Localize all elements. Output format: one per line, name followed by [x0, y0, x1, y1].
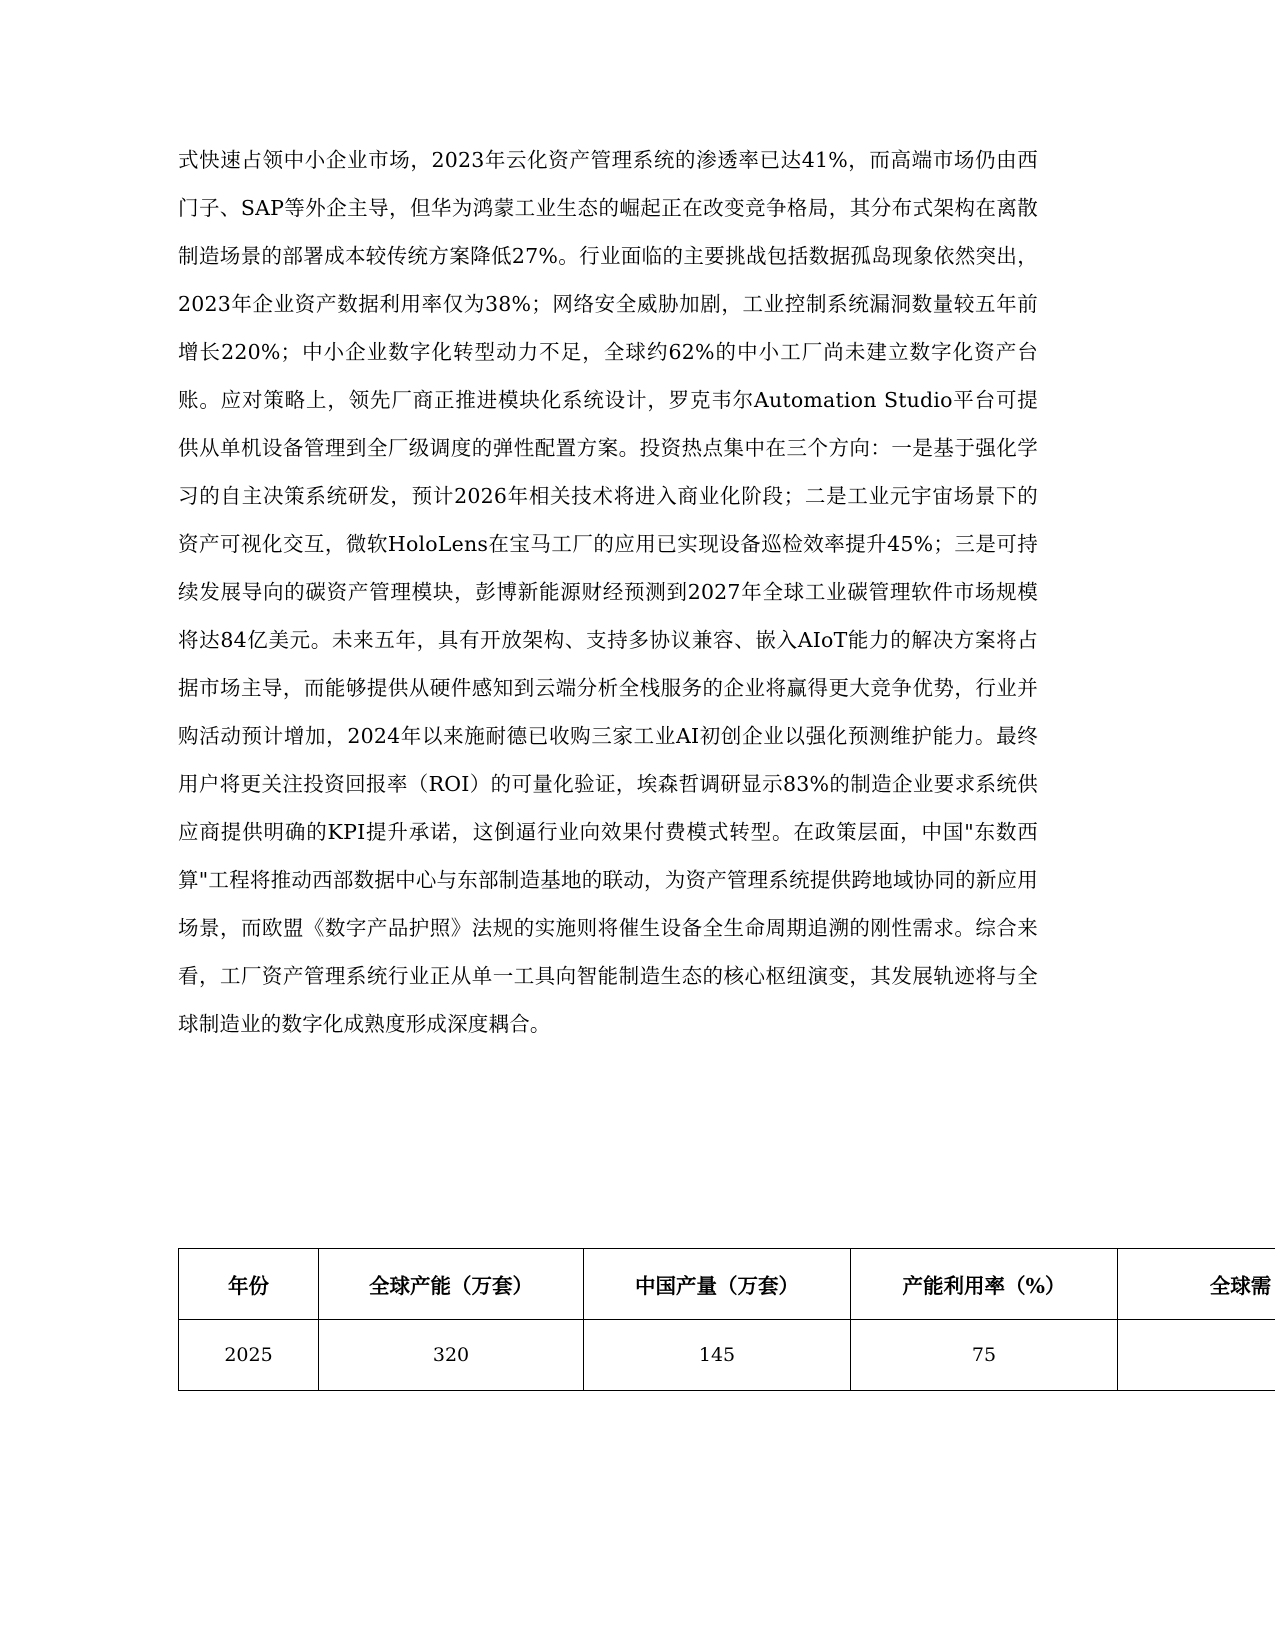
table-row — [179, 1320, 1275, 1391]
cell-global-demand — [1118, 1320, 1275, 1391]
cell-global-capacity: 320 — [319, 1320, 584, 1391]
cell-utilization: 75 — [851, 1320, 1118, 1391]
header-utilization: 产能利用率（%） — [851, 1249, 1118, 1320]
header-year: 年份 — [179, 1249, 319, 1320]
cell-year: 2025 — [179, 1320, 319, 1391]
cell-china-output: 145 — [584, 1320, 851, 1391]
header-global-capacity: 全球产能（万套） — [319, 1249, 584, 1320]
table-header-row — [179, 1249, 1275, 1320]
capacity-table — [178, 1248, 1275, 1391]
main-paragraph: 式快速占领中小企业市场，2023年云化资产管理系统的渗透率已达41%，而高端市场仍由西门子、SAP等外企主导，但华为鸿蒙工业生态的崛起正在改变竞争格局，其分布式架构在离散制造场景的部署成本较传统方案降低27%。行业面临的主要挑战包括数据孤岛现象依然突出，2023年企业资产数据利用率仅为38%；网络安全威胁加剧，工业控制系统漏洞数量较五年前增长220%；中小企业数字化转型动力不足，全球约62%的中小工厂尚未建立数字化资产台账。应对策略上，领先厂商正推进模块化系统设计，罗克韦尔Automation Studio平台可提供从单机设备管理到全厂级调度的弹性配置方案。投资热点集中在三个方向：一是基于强化学习的自主决策系统研发，预计2026年相关技术将进入商业化阶段；二是工业元宇宙场景下的资产可视化交互，微软HoloLens在宝马工厂的应用已实现设备巡检效率提升45%；三是可持续发展导向的碳资产管理模块，彭博新能源财经预测到2027年全球工业碳管理软件市场规模将达84亿美元。未来五年，具有开放架构、支持多协议兼容、嵌入AIoT能力的解决方案将占据市场主导，而能够提供从硬件感知到云端分析全栈服务的企业将赢得更大竞争优势，行业并购活动预计增加，2024年以来施耐德已收购三家工业AI初创企业以强化预测维护能力。最终用户将更关注投资回报率（ROI）的可量化验证，埃森哲调研显示83%的制造企业要求系统供应商提供明确的KPI提升承诺，这倒逼行业向效果付费模式转型。在政策层面，中国"东数西算"工程将推动西部数据中心与东部制造基地的联动，为资产管理系统提供跨地域协同的新应用场景，而欧盟《数字产品护照》法规的实施则将催生设备全生命周期追溯的刚性需求。综合来看，工厂资产管理系统行业正从单一工具向智能制造生态的核心枢纽演变，其发展轨迹将与全球制造业的数字化成熟度形成深度耦合。 — [178, 148, 1038, 1036]
header-china-output: 中国产量（万套） — [584, 1249, 851, 1320]
data-table-container — [178, 1248, 1275, 1391]
body-text-block — [178, 136, 1038, 1048]
header-global-demand: 全球需 — [1118, 1249, 1275, 1320]
